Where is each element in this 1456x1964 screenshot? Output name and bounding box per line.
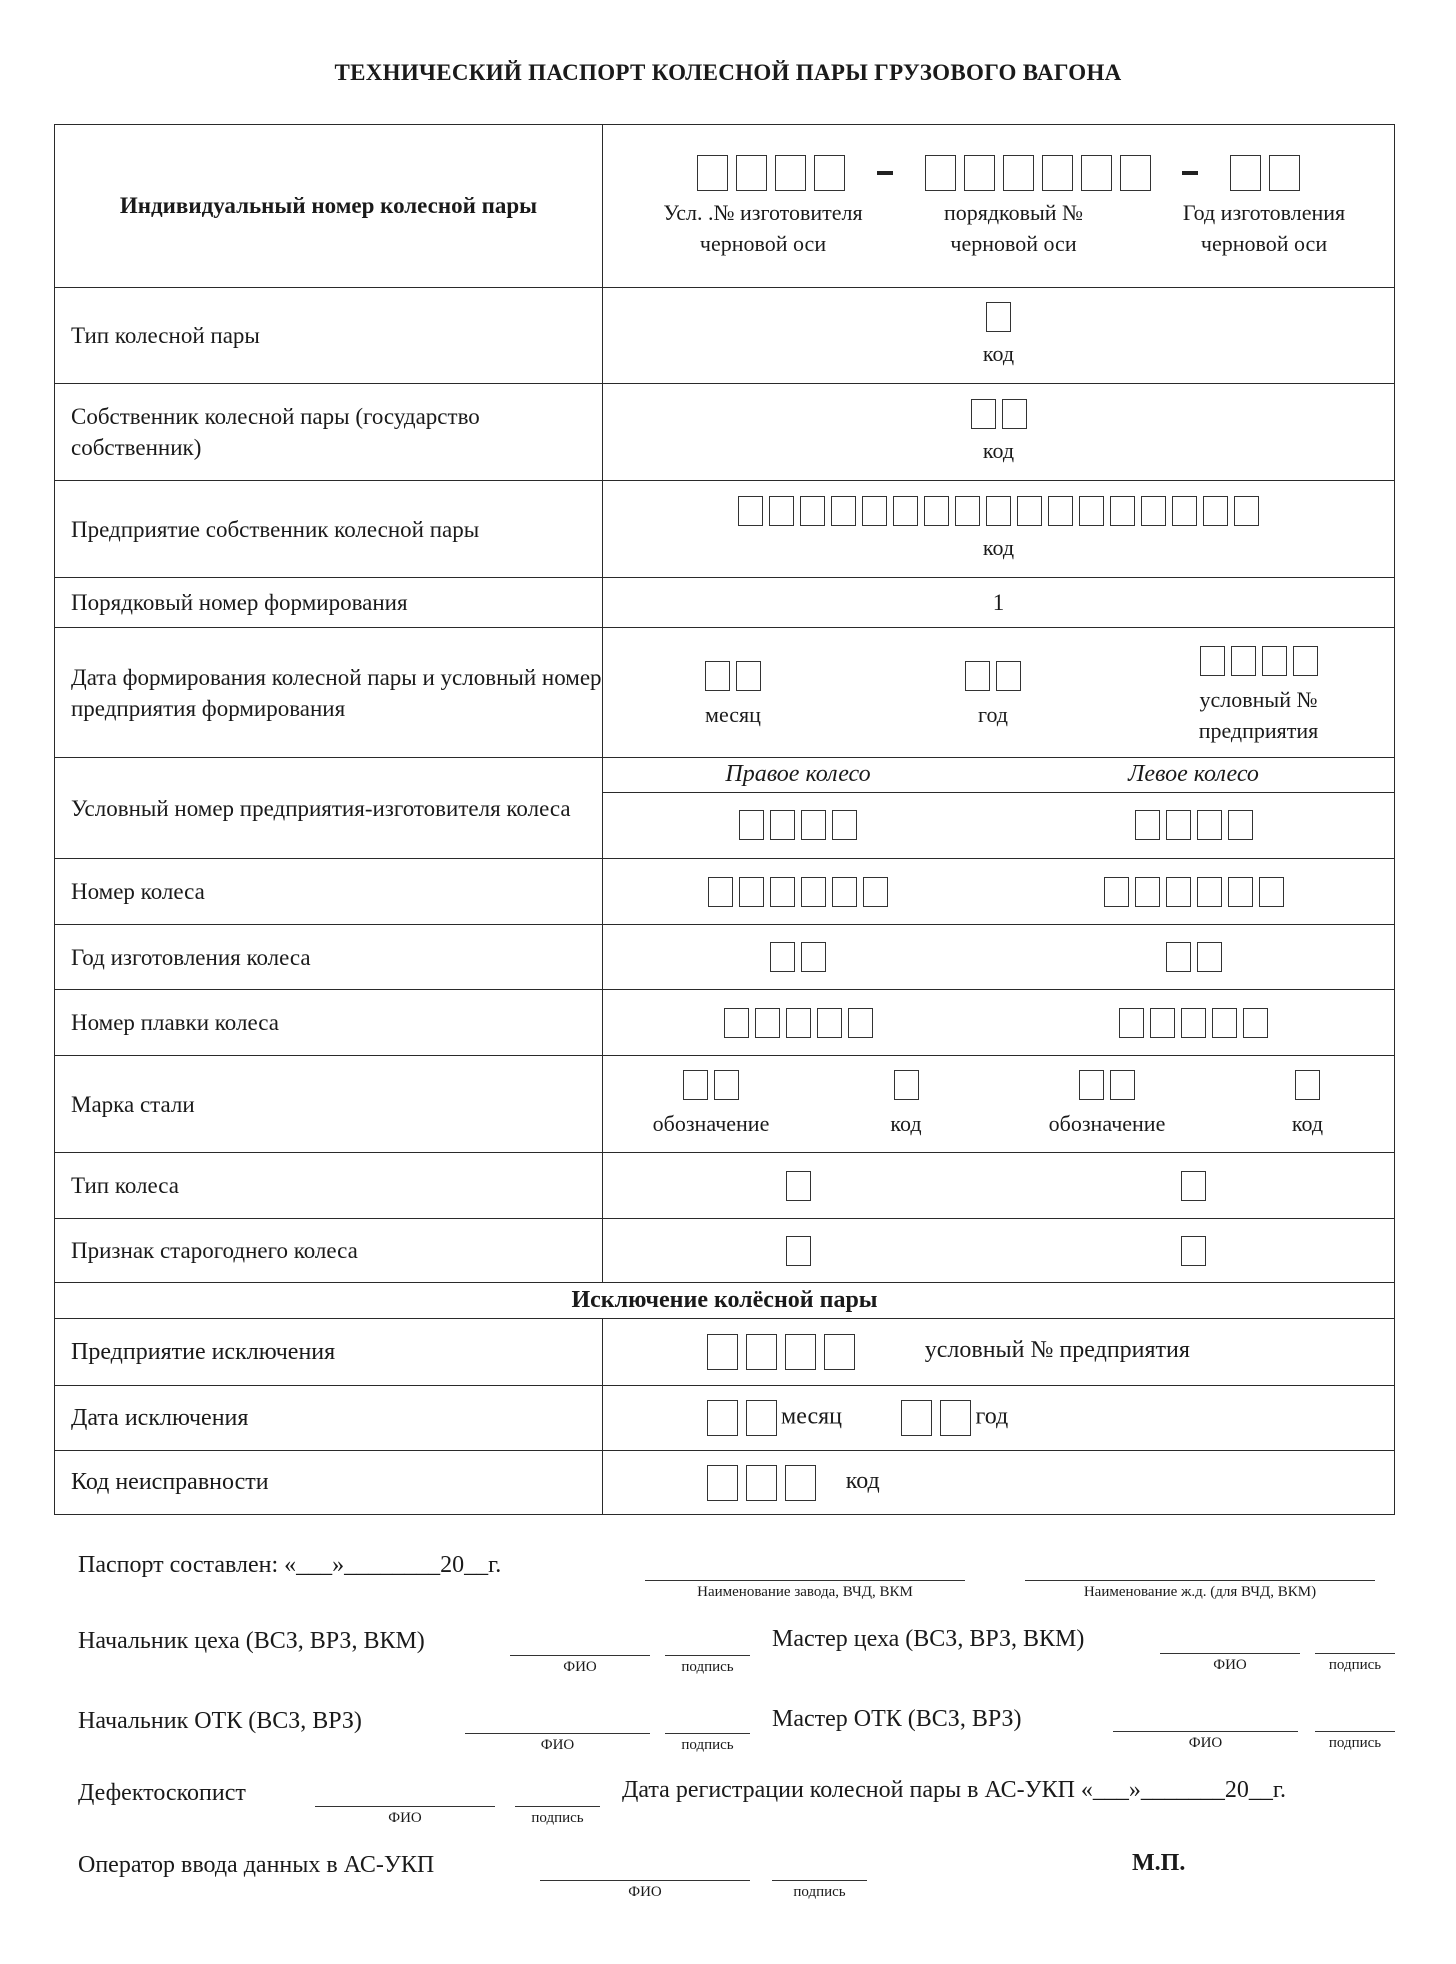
- shop-master-label: Мастер цеха (ВСЗ, ВРЗ, ВКМ): [772, 1626, 1085, 1652]
- old-year-flag-label: Признак старогоднего колеса: [55, 1219, 603, 1283]
- steel-grade-label: Марка стали: [55, 1056, 603, 1153]
- qc-master-fio-line[interactable]: [1113, 1731, 1298, 1732]
- flaw-detector-label: Дефектоскопист: [78, 1780, 246, 1806]
- operator-signature-line[interactable]: [772, 1880, 867, 1881]
- flaw-detector-signature-line[interactable]: [515, 1806, 600, 1807]
- heat-number-label: Номер плавки колеса: [55, 990, 603, 1056]
- shop-head-signature-line[interactable]: [665, 1655, 750, 1656]
- operator-fio-line[interactable]: [540, 1880, 750, 1881]
- wheelset-type-label: Тип колесной пары: [55, 288, 603, 384]
- designation-caption: обозначение: [652, 1110, 770, 1136]
- operator-label: Оператор ввода данных в АС-УКП: [78, 1852, 435, 1878]
- owner-label: Собственник колесной пары (государство собственник): [55, 384, 603, 481]
- code-caption: код: [982, 534, 1015, 560]
- fault-code-label: Код неисправности: [55, 1451, 603, 1515]
- year-caption: год: [977, 702, 1009, 727]
- caption-maker: Усл. .№ изготовителя черновой оси: [663, 200, 863, 256]
- qc-head-label: Начальник ОТК (ВСЗ, ВРЗ): [78, 1708, 362, 1734]
- shop-head-fio-line[interactable]: [510, 1655, 650, 1656]
- formation-number-label: Порядковый номер формирования: [55, 578, 603, 628]
- wheel-year-label: Год изготовления колеса: [55, 925, 603, 990]
- document-title: ТЕХНИЧЕСКИЙ ПАСПОРТ КОЛЕСНОЙ ПАРЫ ГРУЗОВОГО ВАГОНА: [334, 60, 1122, 85]
- stamp-place: М.П.: [1132, 1850, 1186, 1876]
- enterprise-caption: условный № предприятия: [1198, 686, 1319, 743]
- qc-master-signature-line[interactable]: [1315, 1731, 1395, 1732]
- shop-master-signature-line[interactable]: [1315, 1653, 1395, 1654]
- month-caption: месяц: [705, 702, 761, 727]
- wheel-type-label: Тип колеса: [55, 1153, 603, 1219]
- owner-enterprise-label: Предприятие собственник колесной пары: [55, 481, 603, 578]
- shop-head-label: Начальник цеха (ВСЗ, ВРЗ, ВКМ): [78, 1628, 425, 1654]
- registration-date[interactable]: Дата регистрации колесной пары в АС-УКП «___»_______20__г.: [622, 1777, 1287, 1803]
- railway-caption: Наименование ж.д. (для ВЧД, ВКМ): [1083, 1584, 1317, 1600]
- railway-name-line[interactable]: [1025, 1580, 1375, 1581]
- fio-caption: ФИО: [540, 1737, 575, 1753]
- exclusion-year-caption: год: [975, 1403, 1009, 1430]
- plant-name-line[interactable]: [645, 1580, 965, 1581]
- caption-serial: порядковый № черновой оси: [943, 200, 1084, 256]
- wheel-number-label: Номер колеса: [55, 859, 603, 925]
- code-caption: код: [1291, 1110, 1324, 1136]
- code-caption: код: [982, 437, 1015, 463]
- fio-caption: ФИО: [1213, 1657, 1247, 1673]
- fio-caption: ФИО: [1188, 1735, 1223, 1751]
- designation-caption: обозначение: [1048, 1110, 1166, 1136]
- qc-head-fio-line[interactable]: [465, 1733, 650, 1734]
- fault-code-caption: код: [845, 1467, 880, 1494]
- fio-caption: ФИО: [628, 1884, 662, 1900]
- signature-caption: подпись: [681, 1737, 734, 1753]
- flaw-detector-fio-line[interactable]: [315, 1806, 495, 1807]
- signature-caption: подпись: [793, 1884, 846, 1900]
- exclusion-month-caption: месяц: [781, 1403, 842, 1430]
- exclusion-enterprise-caption: условный № предприятия: [924, 1337, 1190, 1364]
- left-wheel-heading: Левое колесо: [993, 758, 1394, 792]
- formation-number-value[interactable]: 1: [603, 578, 1395, 628]
- passport-compiled[interactable]: Паспорт составлен: «___»________20__г.: [78, 1552, 502, 1578]
- signature-caption: подпись: [681, 1659, 734, 1675]
- individual-number-label: Индивидуальный номер колесной пары: [55, 125, 603, 288]
- exclusion-heading: Исключение колёсной пары: [55, 1283, 1395, 1319]
- plant-caption: Наименование завода, ВЧД, ВКМ: [697, 1584, 913, 1600]
- signature-caption: подпись: [531, 1810, 584, 1826]
- shop-master-fio-line[interactable]: [1160, 1653, 1300, 1654]
- fio-caption: ФИО: [563, 1659, 597, 1675]
- right-wheel-heading: Правое колесо: [603, 758, 993, 792]
- exclusion-date-label: Дата исключения: [55, 1386, 603, 1451]
- signature-caption: подпись: [1328, 1735, 1382, 1751]
- qc-master-label: Мастер ОТК (ВСЗ, ВРЗ): [772, 1706, 1022, 1732]
- code-caption: код: [890, 1110, 922, 1136]
- exclusion-enterprise-label: Предприятие исключения: [55, 1319, 603, 1386]
- formation-date-label: Дата формирования колесной пары и условный номер предприятия формирования: [55, 628, 603, 758]
- signature-caption: подпись: [1328, 1657, 1382, 1673]
- code-caption: код: [982, 341, 1015, 366]
- fio-caption: ФИО: [388, 1810, 422, 1826]
- wheel-maker-label: Условный номер предприятия-изготовителя колеса: [55, 758, 603, 859]
- caption-year: Год изготовления черновой оси: [1182, 200, 1346, 256]
- qc-head-signature-line[interactable]: [665, 1733, 750, 1734]
